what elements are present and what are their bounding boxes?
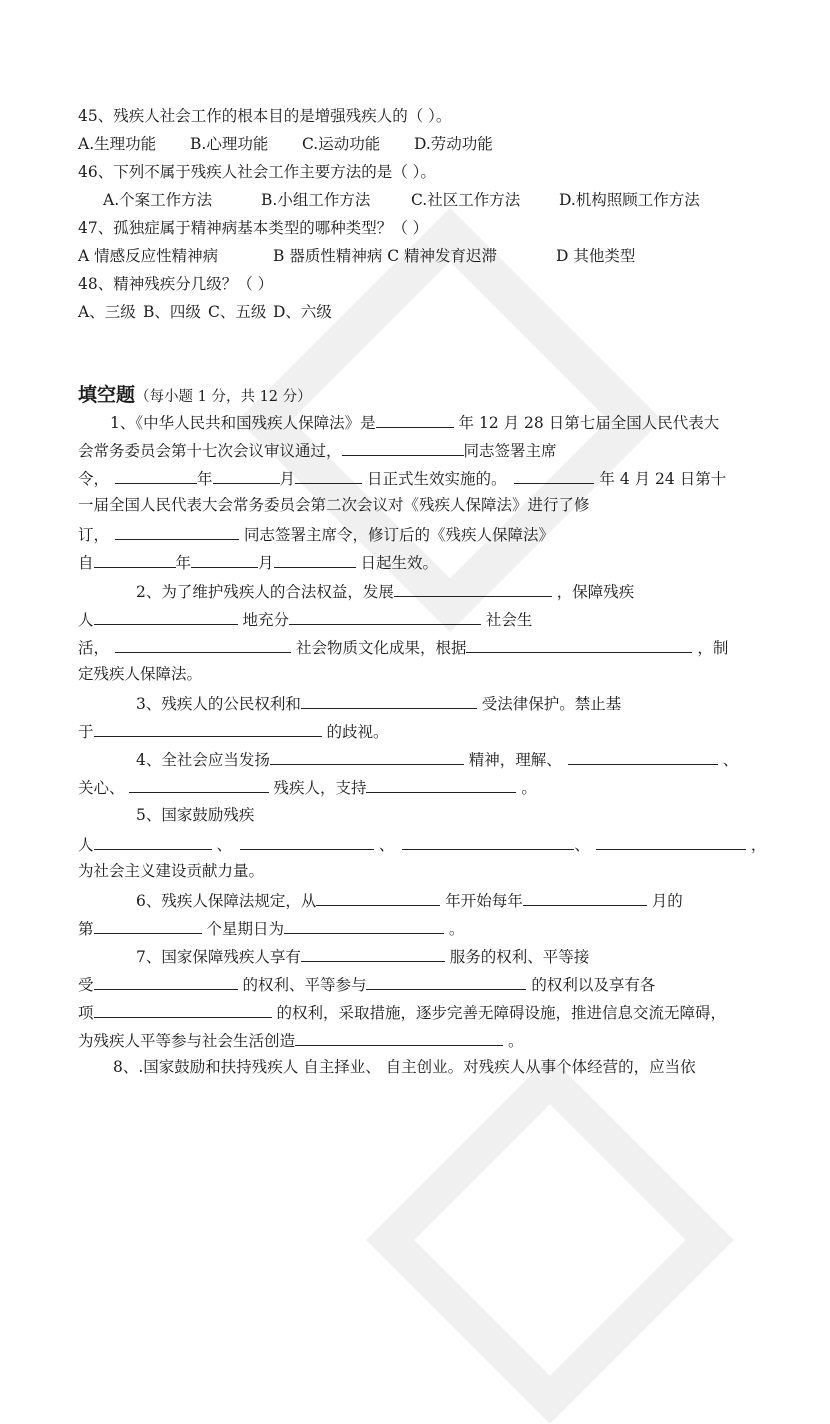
answer-blank[interactable] bbox=[295, 467, 362, 484]
section-subtitle: （每小题 1 分，共 12 分） bbox=[135, 389, 312, 405]
section-heading bbox=[78, 380, 312, 407]
answer-blank[interactable] bbox=[94, 720, 322, 737]
fill-q1-line6: 自 年 月 日起生效。 bbox=[78, 551, 438, 573]
answer-blank[interactable] bbox=[274, 551, 356, 568]
answer-blank[interactable] bbox=[270, 748, 464, 765]
answer-blank[interactable] bbox=[466, 636, 692, 653]
fill-q5-line1: 5、国家鼓励残疾 bbox=[136, 806, 255, 824]
answer-blank[interactable] bbox=[366, 973, 526, 990]
answer-blank[interactable] bbox=[94, 833, 212, 850]
answer-blank[interactable] bbox=[284, 917, 444, 934]
answer-blank[interactable] bbox=[115, 523, 239, 540]
fill-q6-line1: 6、残疾人保障法规定，从 年开始每年 月的 bbox=[136, 889, 683, 911]
answer-blank[interactable] bbox=[191, 551, 258, 568]
fill-q1-line3: 令， 年 月 日正式生效实施的。 年 4 月 24 日第十 bbox=[78, 467, 726, 489]
option-d: D.机构照顾工作方法 bbox=[559, 191, 700, 209]
option-c: C.社区工作方法 bbox=[411, 191, 521, 209]
option-b: B.心理功能 bbox=[190, 135, 269, 153]
option-b: B.小组工作方法 bbox=[261, 191, 371, 209]
answer-blank[interactable] bbox=[295, 1029, 503, 1046]
question-46-stem: 46、下列不属于残疾人社会工作主要方法的是（ ）。 bbox=[78, 163, 436, 181]
fill-q4-line1: 4、全社会应当发扬 精神，理解、 、 bbox=[136, 748, 738, 770]
answer-blank[interactable] bbox=[94, 917, 202, 934]
option-a: A.生理功能 bbox=[78, 135, 157, 153]
question-47-options bbox=[78, 246, 635, 266]
answer-blank[interactable] bbox=[523, 889, 647, 906]
answer-blank[interactable] bbox=[301, 692, 477, 709]
option-b-c: B 器质性精神病 C 精神发育迟滞 bbox=[273, 247, 498, 265]
answer-blank[interactable] bbox=[394, 580, 552, 597]
answer-blank[interactable] bbox=[115, 636, 291, 653]
option-d: D、六级 bbox=[273, 303, 332, 321]
fill-q6-line2: 第 个星期日为 。 bbox=[78, 917, 464, 939]
watermark-logo bbox=[366, 1056, 734, 1424]
question-47-stem: 47、孤独症属于精神病基本类型的哪种类型？（ ） bbox=[78, 219, 429, 237]
option-c: C、五级 bbox=[208, 303, 267, 321]
fill-q2-line1: 2、为了维护残疾人的合法权益，发展 ，保障残疾 bbox=[136, 580, 634, 602]
fill-q7-line3: 项 的权利，采取措施，逐步完善无障碍设施，推进信息交流无障碍， bbox=[78, 1001, 726, 1023]
answer-blank[interactable] bbox=[568, 748, 718, 765]
option-a: A、三级 bbox=[78, 303, 136, 321]
answer-blank[interactable] bbox=[402, 833, 574, 850]
answer-blank[interactable] bbox=[289, 608, 481, 625]
answer-blank[interactable] bbox=[240, 833, 374, 850]
fill-q7-line1: 7、国家保障残疾人享有 服务的权利、平等接 bbox=[136, 945, 589, 967]
option-a: A.个案工作方法 bbox=[103, 191, 213, 209]
option-d: D.劳动功能 bbox=[414, 135, 493, 153]
question-46-options bbox=[103, 190, 700, 210]
option-b: B、四级 bbox=[143, 303, 201, 321]
fill-q5-line2: 人 、 、 、 ， bbox=[78, 833, 766, 855]
answer-blank[interactable] bbox=[316, 889, 440, 906]
option-a: A 情感反应性精神病 bbox=[78, 247, 219, 265]
fill-q1-line1: 1、《中华人民共和国残疾人保障法》是 年 12 月 28 日第七届全国人民代表大 bbox=[110, 411, 719, 433]
question-45-options bbox=[78, 134, 493, 154]
fill-q1-line5: 订， 同志签署主席令，修订后的《残疾人保障法》 bbox=[78, 523, 554, 545]
answer-blank[interactable] bbox=[366, 776, 516, 793]
answer-blank[interactable] bbox=[514, 467, 594, 484]
answer-blank[interactable] bbox=[376, 411, 454, 428]
section-title: 填空题 bbox=[78, 384, 136, 406]
answer-blank[interactable] bbox=[213, 467, 280, 484]
question-48-options bbox=[78, 302, 332, 322]
fill-q3-line2: 于 的歧视。 bbox=[78, 720, 388, 742]
fill-q1-line2: 会常务委员会第十七次会议审议通过， 同志签署主席 bbox=[78, 439, 557, 461]
option-d: D 其他类型 bbox=[556, 247, 636, 265]
answer-blank[interactable] bbox=[94, 973, 238, 990]
fill-q7-line4: 为残疾人平等参与社会生活创造 。 bbox=[78, 1029, 523, 1051]
fill-q4-line2: 关心、 残疾人，支持 。 bbox=[78, 776, 537, 798]
fill-q3-line1: 3、残疾人的公民权利和 受法律保护。禁止基 bbox=[136, 692, 621, 714]
answer-blank[interactable] bbox=[115, 467, 197, 484]
fill-q2-line2: 人 地充分 社会生 bbox=[78, 608, 532, 630]
fill-q7-line2: 受 的权利、平等参与 的权利以及享有各 bbox=[78, 973, 655, 995]
answer-blank[interactable] bbox=[596, 833, 746, 850]
answer-blank[interactable] bbox=[342, 439, 464, 456]
answer-blank[interactable] bbox=[94, 608, 238, 625]
option-c: C.运动功能 bbox=[302, 135, 381, 153]
answer-blank[interactable] bbox=[94, 1001, 272, 1018]
answer-blank[interactable] bbox=[301, 945, 445, 962]
fill-q1-line4: 一届全国人民代表大会常务委员会第二次会议对《残疾人保障法》进行了修 bbox=[78, 496, 590, 514]
question-48-stem: 48、精神残疾分几级？（ ） bbox=[78, 275, 274, 293]
fill-q2-line4: 定残疾人保障法。 bbox=[78, 665, 203, 683]
answer-blank[interactable] bbox=[94, 551, 176, 568]
answer-blank[interactable] bbox=[129, 776, 269, 793]
question-45-stem: 45、残疾人社会工作的根本目的是增强残疾人的（ ）。 bbox=[78, 107, 452, 125]
fill-q5-line3: 为社会主义建设贡献力量。 bbox=[78, 862, 265, 880]
fill-q2-line3: 活， 社会物质文化成果，根据 ，制 bbox=[78, 636, 728, 658]
fill-q8-line1: 8、.国家鼓励和扶持残疾人 自主择业、 自主创业。对残疾人从事个体经营的，应当依 bbox=[113, 1058, 696, 1076]
